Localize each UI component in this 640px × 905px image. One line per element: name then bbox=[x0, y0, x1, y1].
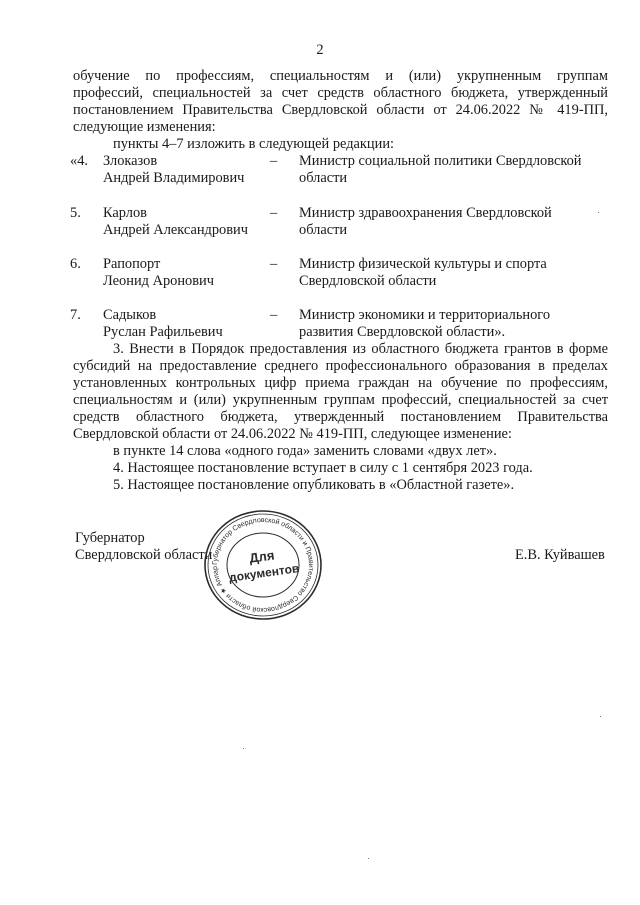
intro-paragraph bbox=[73, 68, 608, 136]
item3-line: Свердловской области от 24.06.2022 № 419-ПП, следующее изменение: bbox=[73, 426, 512, 442]
page-number: 2 bbox=[316, 42, 324, 58]
member-given-names: Андрей Александрович bbox=[103, 222, 248, 238]
member-item bbox=[0, 205, 640, 245]
member-position-line: развития Свердловской области». bbox=[299, 324, 506, 340]
member-position bbox=[299, 153, 582, 187]
member-number: 6. bbox=[70, 256, 81, 272]
member-dash: – bbox=[270, 256, 278, 272]
member-number: «4. bbox=[70, 153, 88, 169]
member-given-names: Леонид Аронович bbox=[103, 273, 214, 289]
member-position bbox=[299, 307, 550, 341]
item3-line: установленных контрольных цифр приема граждан на обучение по профессиям, bbox=[73, 375, 608, 391]
item5: 5. Настоящее постановление опубликовать в «Областной газете». bbox=[113, 477, 515, 493]
seal-center-line1: Для bbox=[248, 547, 276, 566]
intro-line: постановлением Правительства Свердловской области от 24.06.2022 № 419-ПП, bbox=[73, 102, 608, 118]
seal-center-line2: документов bbox=[228, 561, 301, 585]
member-given-names: Андрей Владимирович bbox=[103, 170, 245, 186]
item3-paragraph bbox=[73, 341, 608, 443]
signature-title-line2: Свердловской области bbox=[75, 547, 213, 563]
scan-speck bbox=[600, 716, 601, 717]
member-item bbox=[0, 153, 640, 193]
item3-line: средств областного бюджета, утвержденный постановлением Правительства bbox=[73, 409, 608, 425]
member-position-line: Свердловской области bbox=[299, 273, 437, 289]
member-dash: – bbox=[270, 153, 278, 169]
intro-line: следующие изменения: bbox=[73, 119, 216, 135]
member-name bbox=[103, 256, 214, 290]
member-position-line: Министр физической культуры и спорта bbox=[299, 256, 547, 272]
member-surname: Карлов bbox=[103, 205, 147, 221]
item3-line: субсидий на предоставление среднего профессионального образования в пределах bbox=[73, 358, 608, 374]
member-dash: – bbox=[270, 307, 278, 323]
official-seal bbox=[201, 509, 325, 621]
member-surname: Злоказов bbox=[103, 153, 158, 169]
items-intro: пункты 4–7 изложить в следующей редакции: bbox=[113, 136, 395, 152]
member-number: 5. bbox=[70, 205, 81, 221]
signature-name: Е.В. Куйвашев bbox=[515, 547, 605, 563]
scan-speck bbox=[243, 748, 244, 749]
member-name bbox=[103, 205, 248, 239]
member-surname: Рапопорт bbox=[103, 256, 161, 272]
scan-speck bbox=[368, 858, 369, 859]
member-position bbox=[299, 205, 552, 239]
item3-change: в пункте 14 слова «одного года» заменить словами «двух лет». bbox=[113, 443, 497, 459]
signature-title-line1: Губернатор bbox=[75, 530, 145, 546]
member-number: 7. bbox=[70, 307, 81, 323]
member-position-line: области bbox=[299, 222, 348, 238]
item4: 4. Настоящее постановление вступает в силу с 1 сентября 2023 года. bbox=[113, 460, 533, 476]
member-position-line: Министр социальной политики Свердловской bbox=[299, 153, 582, 169]
seal-graphic bbox=[201, 509, 325, 621]
member-position-line: Министр экономики и территориального bbox=[299, 307, 551, 323]
member-given-names: Руслан Рафильевич bbox=[103, 324, 223, 340]
member-dash: – bbox=[270, 205, 278, 221]
item3-line: 3. Внести в Порядок предоставления из областного бюджета грантов в форме bbox=[113, 341, 608, 357]
intro-line: профессий, специальностей за счет средств областного бюджета, утвержденный bbox=[73, 85, 608, 101]
item3-line: специальностям и (или) укрупненным группам профессий, специальностей за счет bbox=[73, 392, 608, 408]
member-surname: Садыков bbox=[103, 307, 157, 323]
member-item bbox=[0, 256, 640, 296]
member-position-line: Министр здравоохранения Свердловской bbox=[299, 205, 552, 221]
member-name bbox=[103, 307, 223, 341]
member-position bbox=[299, 256, 547, 290]
member-name bbox=[103, 153, 244, 187]
seal-ring-text: Губернатор Свердловской области и Правительство Свердловской области ★ Аппар bbox=[211, 516, 315, 614]
scan-speck bbox=[598, 212, 599, 213]
member-position-line: области bbox=[299, 170, 348, 186]
intro-line: обучение по профессиям, специальностям и (или) укрупненным группам bbox=[73, 68, 608, 84]
